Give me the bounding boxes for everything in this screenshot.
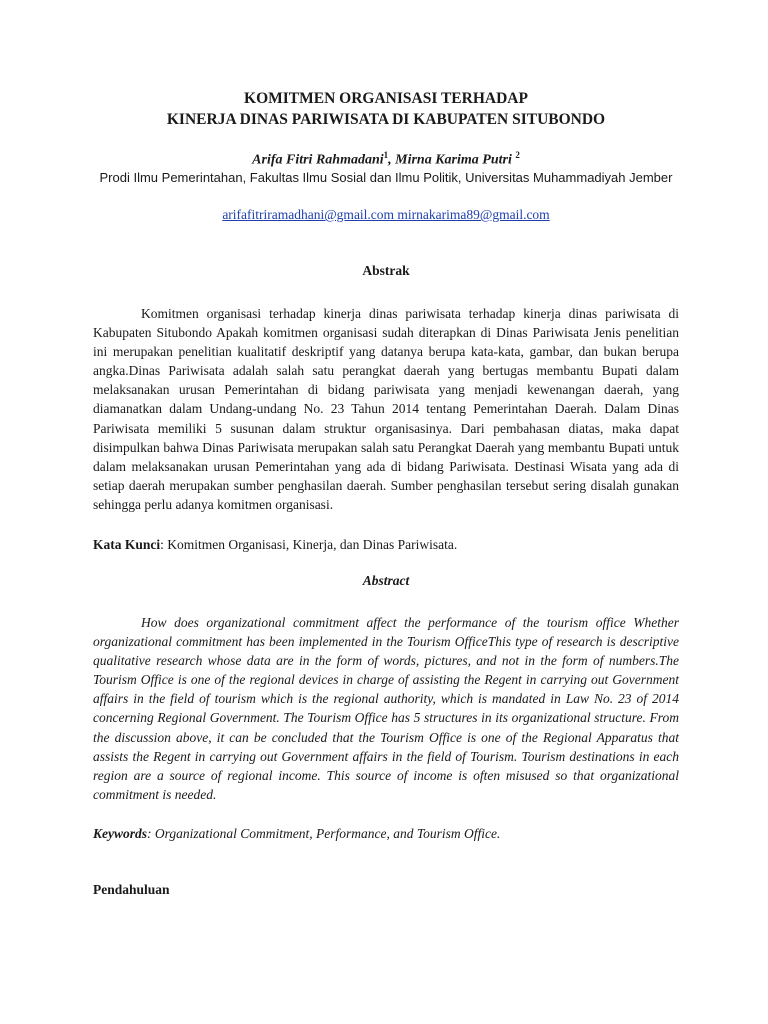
- authors-line: [93, 150, 679, 169]
- abstract-body: How does organizational commitment affect the performance of the tourism office Whether organizational commitment has been implemented in the Tourism OfficeThis type of research is descriptive qualitative research whose data are in the form of words, pictures, and not in the form of numbers.The Tourism Office is one of the regional devices in charge of assisting the Regent in carrying out Government affairs in the field of tourism which is the regional authority, which is mandated in Law No. 23 of 2014 concerning Regional Government. The Tourism Office has 5 structures in its organizational structure. From the discussion above, it can be concluded that the Tourism Office is one of the Regional Apparatus that assists the Regent in carrying out Government affairs in the field of Tourism. Tourism destinations in each region are a source of regional income. This source of income is often misused so that organizational commitment is needed.: [93, 615, 679, 802]
- paper-page: [93, 0, 679, 1024]
- author-1-name: Arifa Fitri Rahmadani: [252, 152, 384, 168]
- affiliation: Prodi Ilmu Pemerintahan, Fakultas Ilmu Sosial dan Ilmu Politik, Universitas Muhammadiyah Jember: [99, 170, 673, 185]
- abstrak-body: Komitmen organisasi terhadap kinerja dinas pariwisata terhadap kinerja dinas pariwisata di Kabupaten Situbondo Apakah komitmen organisasi sudah diterapkan di Dinas Pariwisata Jenis penelitian ini merupakan penelitian kualitatif deskriptif yang datanya berupa kata-kata, gambar, dan bukan berupa angka.Dinas Pariwisata adalah salah satu perangkat daerah yang bertugas membantu Bupati dalam melaksanakan urusan Pemerintahan di bidang pariwisata yang menjadi kewenangan daerah, yang diamanatkan dalam Undang-undang No. 23 Tahun 2014 tentang Pemerintahan Daerah. Dalam Dinas Pariwisata memiliki 5 susunan dalam struktur organisasinya. Dari pembahasan diatas, maka dapat disimpulkan bahwa Dinas Pariwisata merupakan salah satu Perangkat Daerah yang membantu Bupati untuk dalam melaksanakan urusan Pemerintahan yang ada di bidang Pariwisata. Destinasi Wisata yang ada di setiap daerah merupakan sumber penghasilan daerah. Sumber penghasilan tersebut sering disalah gunakan sehingga perlu adanya komitmen organisasi.: [93, 306, 679, 512]
- paper-title-line-1: KOMITMEN ORGANISASI TERHADAP: [244, 90, 528, 107]
- section-heading-pendahuluan: Pendahuluan: [93, 882, 170, 897]
- abstrak-keywords-label: Kata Kunci: [93, 537, 161, 552]
- author-emails: [93, 207, 679, 223]
- author-separator: ,: [388, 152, 396, 168]
- abstrak-heading: Abstrak: [362, 263, 410, 278]
- abstrak-keywords: [93, 535, 679, 554]
- abstrak-keywords-text: : Komitmen Organisasi, Kinerja, dan Dinas Pariwisata.: [160, 537, 458, 552]
- abstract-heading: Abstract: [362, 573, 410, 588]
- author-2-superscript: 2: [515, 150, 520, 160]
- abstract-keywords: [93, 824, 679, 843]
- abstract-keywords-label: Keywords: [93, 826, 147, 841]
- abstract-keywords-text: : Organizational Commitment, Performance, and Tourism Office.: [147, 826, 501, 841]
- author-1-superscript: 1: [383, 150, 389, 160]
- author-2-name: Mirna Karima Putri: [395, 152, 512, 168]
- paper-title-line-2: KINERJA DINAS PARIWISATA DI KABUPATEN SITUBONDO: [166, 111, 606, 128]
- email-link[interactable]: arifafitriramadhani@gmail.com mirnakarima89@gmail.com: [222, 207, 550, 222]
